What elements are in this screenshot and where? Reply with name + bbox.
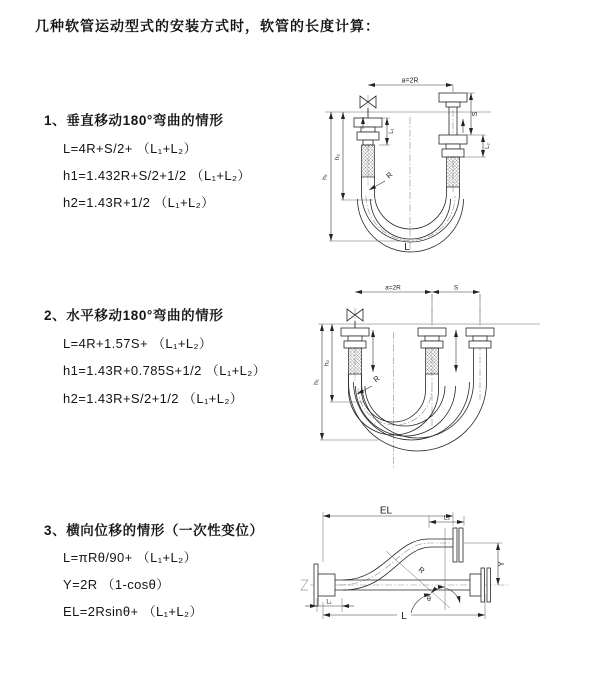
section-2-formula-L: L=4R+1.57S+ （L₁+L₂） (63, 336, 213, 351)
dim-label-h1: h₁ (313, 379, 320, 385)
dim-label-R: R (416, 564, 427, 576)
dim-label-L: L (404, 242, 410, 253)
section-1-heading: 1、垂直移动180°弯曲的情形 (44, 113, 224, 128)
braided-hose-section (426, 348, 439, 374)
dim-label-L1: L₁ (389, 128, 395, 134)
diagram-horizontal-180-bend (312, 282, 547, 472)
dim-a2R (368, 78, 453, 92)
diagram-lateral-displacement (298, 502, 563, 627)
right-fitting-assembly (439, 93, 467, 187)
dim-L2 (429, 515, 464, 529)
section-2-formula-h1: h1=1.43R+0.785S+1/2 （L₁+L₂） (63, 363, 267, 378)
dim-label-L1: L₁ (326, 599, 332, 606)
page-title: 几种软管运动型式的安装方式时，软管的长度计算： (35, 18, 380, 34)
section-3-heading: 3、横向位移的情形（一次性变位） (44, 523, 264, 538)
dim-label-R: R (384, 169, 395, 181)
centerline-break-mark (301, 580, 308, 590)
left-fitting (341, 328, 369, 374)
dim-label-a2R: a=2R (401, 77, 419, 85)
angle-construction (386, 528, 460, 613)
dim-label-L2: L₂ (485, 143, 491, 149)
middle-fitting (418, 328, 446, 374)
section-3-formula-L: L=πRθ/90+ （L₁+L₂） (63, 550, 197, 565)
left-fitting (354, 118, 382, 177)
dim-a2R (355, 285, 432, 293)
radius-leader (357, 373, 382, 394)
section-1-formula-L: L=4R+S/2+ （L₁+L₂） (63, 141, 198, 156)
dim-L (323, 594, 485, 622)
braided-hose-section (362, 145, 375, 177)
diagram-vertical-180-bend (313, 73, 593, 258)
braided-hose-section (447, 157, 460, 187)
dim-label-S: S (472, 111, 479, 117)
dim-label-L2: L₂ (443, 514, 451, 522)
section-3-formula-Y: Y=2R （1-cosθ） (63, 577, 170, 592)
dim-S (432, 285, 480, 323)
dim-L1 (305, 598, 354, 612)
dim-label-S: S (453, 284, 459, 292)
dim-label-theta: θ (427, 596, 431, 603)
u-hose-curves (349, 348, 487, 451)
section-2-formula-h2: h2=1.43R+S/2+1/2 （L₁+L₂） (63, 391, 244, 406)
section-3-formula-EL: EL=2Rsinθ+ （L₁+L₂） (63, 604, 203, 619)
dim-label-h1: h₁ (321, 174, 329, 180)
dim-label-R: R (371, 373, 382, 385)
dim-label-L: L (401, 611, 407, 622)
right-fitting (466, 328, 494, 348)
section-2-heading: 2、水平移动180°弯曲的情形 (44, 308, 224, 323)
dim-label-a2R: a=2R (385, 284, 401, 292)
centerlines (366, 85, 455, 253)
section-1-formula-h2: h2=1.43R+1/2 （L₁+L₂） (63, 195, 215, 210)
section-1-formula-h1: h1=1.432R+S/2+1/2 （L₁+L₂） (63, 168, 251, 183)
dim-EL (323, 506, 453, 563)
dim-label-Y: Y (497, 561, 506, 567)
dim-label-h2: h₂ (323, 359, 331, 367)
dim-label-EL: EL (379, 505, 393, 517)
braided-hose-section (349, 348, 362, 374)
dim-label-h2: h₂ (334, 153, 341, 161)
